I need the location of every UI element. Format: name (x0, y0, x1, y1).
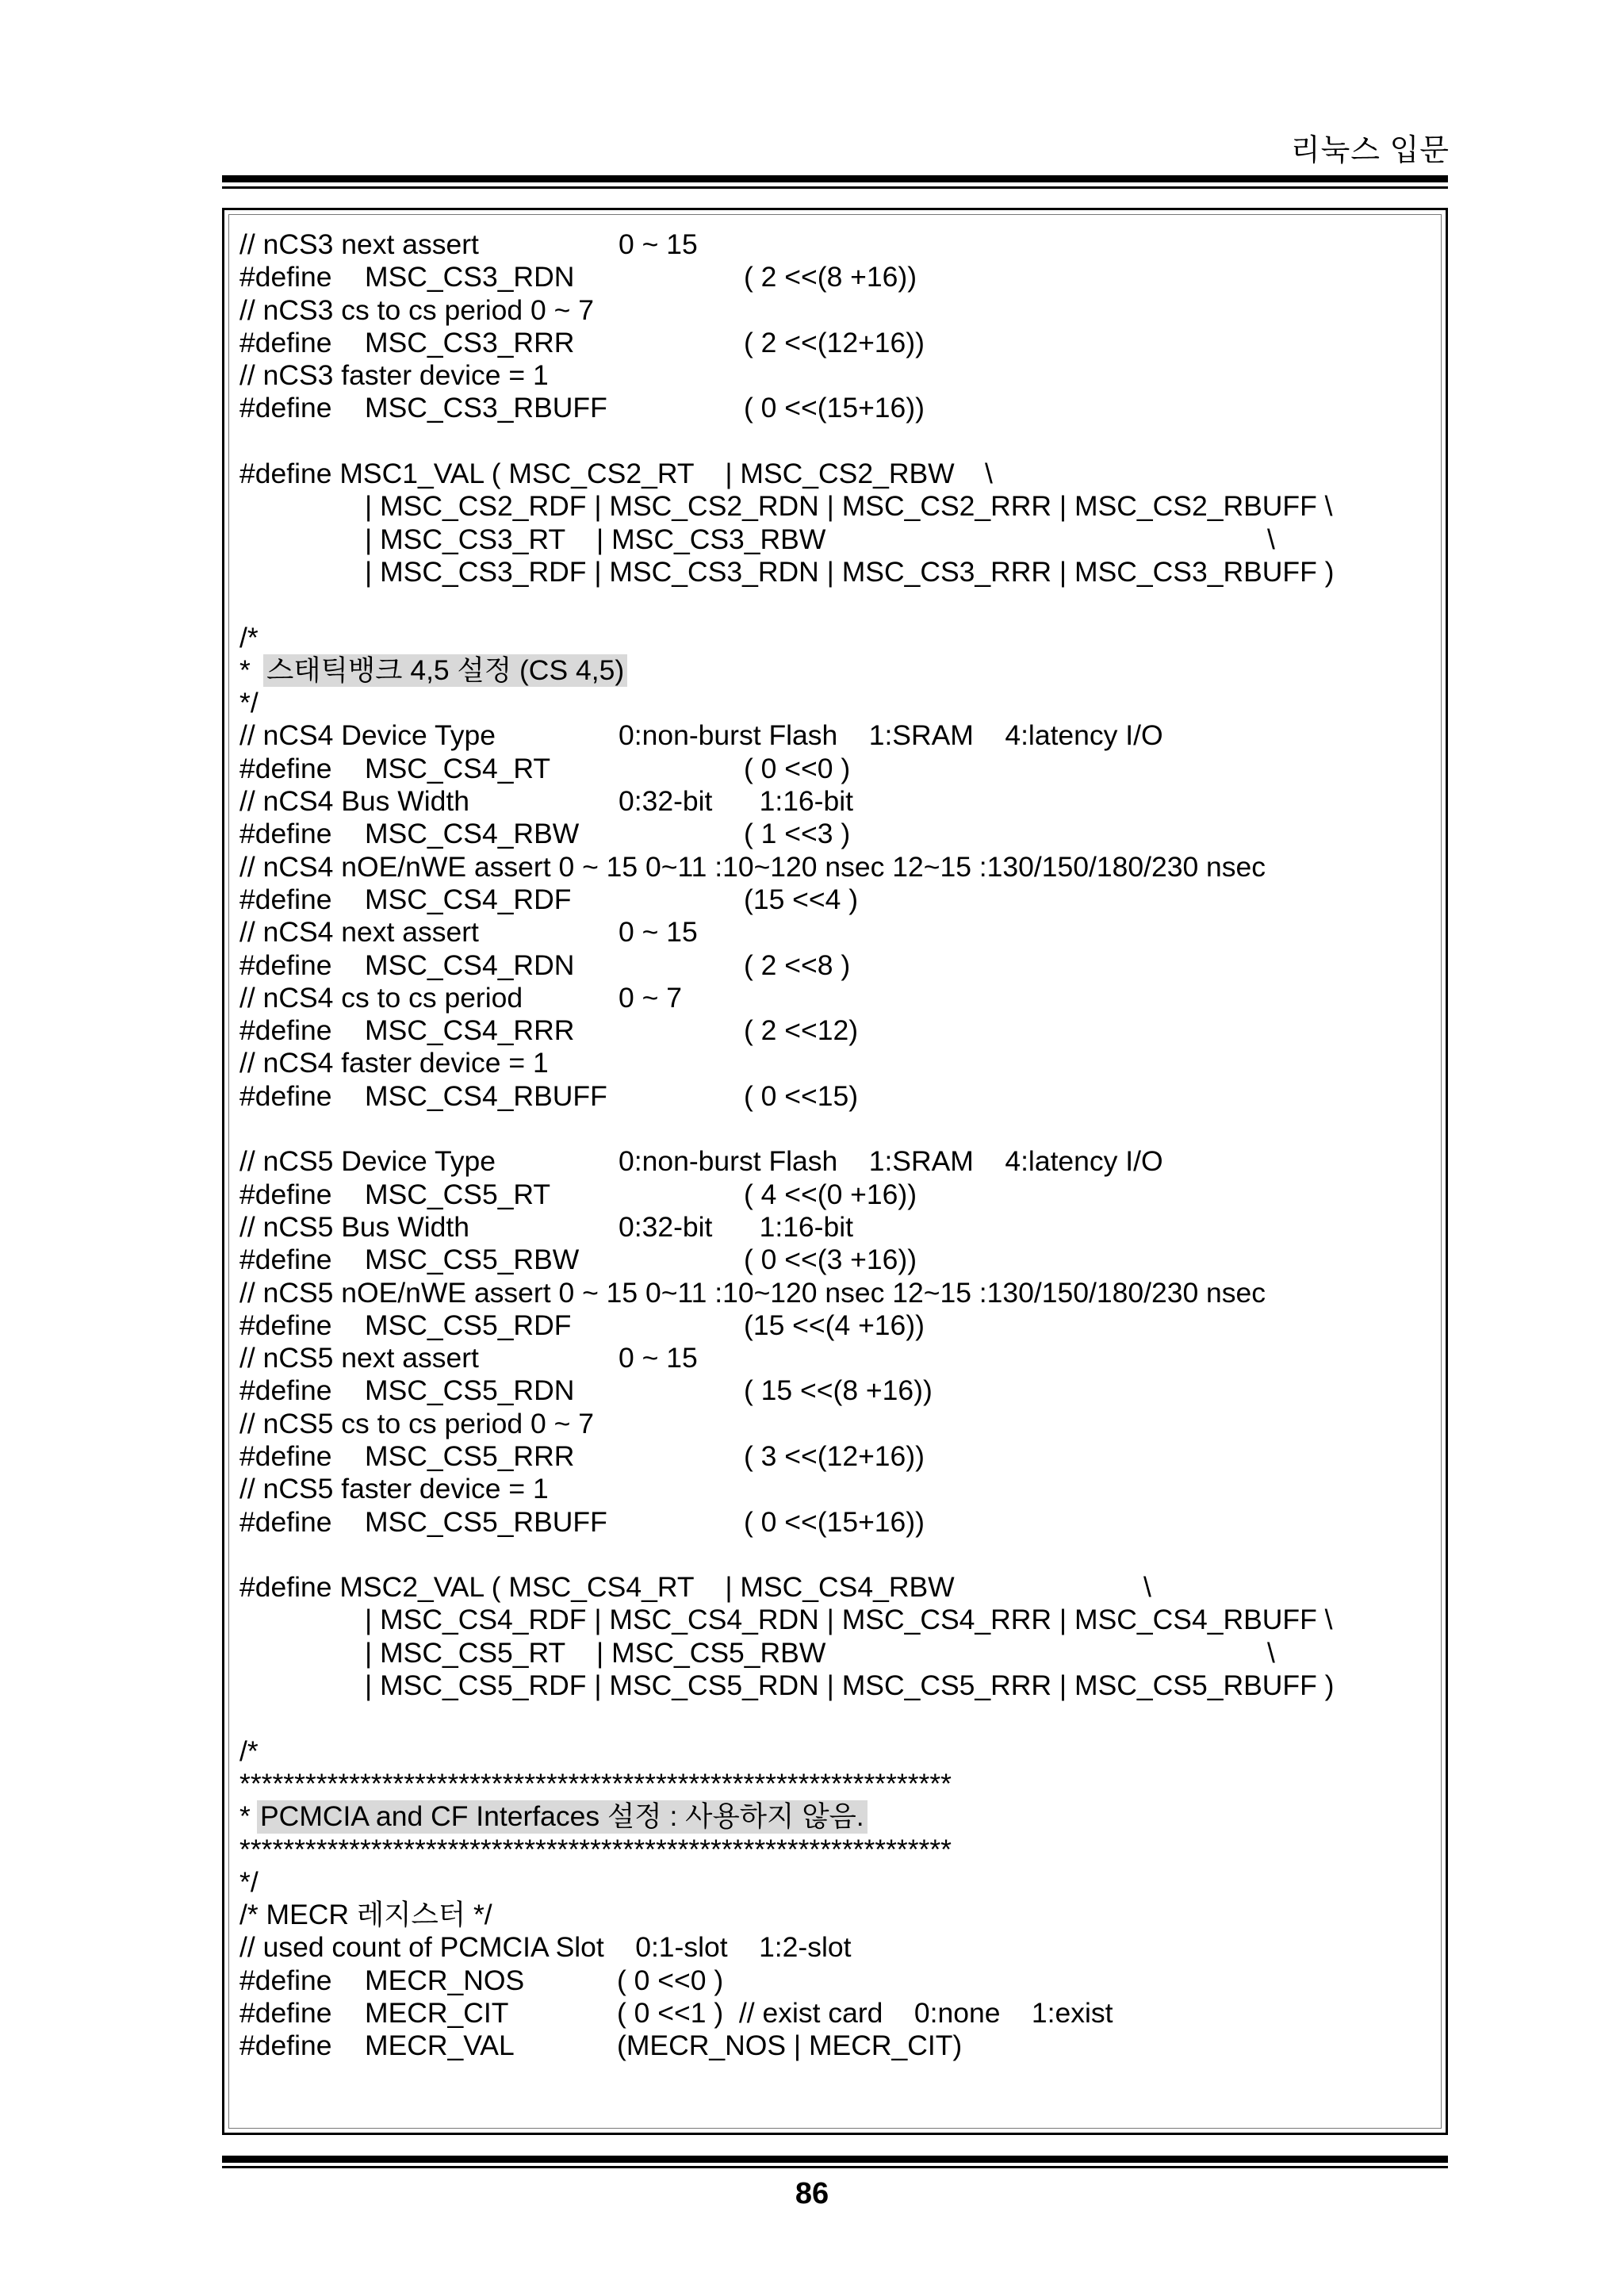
code-segment: #define (239, 949, 332, 981)
code-segment: | MSC_CS3_RT | MSC_CS3_RBW (365, 523, 826, 555)
code-line (239, 1997, 1429, 2030)
code-listing (239, 228, 1429, 2063)
code-segment: // nCS5 next assert (239, 1342, 479, 1374)
code-segment: /* (239, 621, 259, 654)
code-segment: #define (239, 1374, 332, 1407)
code-segment: // nCS4 Device Type (239, 719, 496, 752)
code-line (239, 1931, 1429, 1964)
code-segment: ( 0 <<(3 +16)) (744, 1244, 917, 1276)
code-segment: ( 2 <<(8 +16)) (744, 261, 917, 293)
code-segment: #define (239, 326, 332, 358)
code-segment: | MSC_CS4_RDF | MSC_CS4_RDN | MSC_CS4_RRR | MSC_CS4_RBUFF \ (365, 1604, 1333, 1636)
code-segment: #define (239, 392, 332, 424)
document-header-title: 리눅스 입문 (1290, 134, 1450, 167)
code-segment: ( 0 <<15) (744, 1079, 859, 1112)
code-line (239, 490, 1429, 523)
code-segment: #define (239, 883, 332, 915)
code-segment: \ (1143, 1571, 1151, 1604)
code-line (239, 556, 1429, 588)
code-segment: #define (239, 818, 332, 850)
code-segment: MSC_CS5_RDF (365, 1309, 572, 1341)
code-segment: ( 15 <<(8 +16)) (744, 1374, 933, 1407)
code-line (239, 1047, 1429, 1079)
code-segment: // nCS4 cs to cs period (239, 981, 523, 1014)
code-segment: #define (239, 1178, 332, 1210)
code-line (239, 982, 1429, 1014)
code-line (239, 392, 1429, 424)
code-segment: // nCS4 nOE/nWE assert 0 ~ 15 0~11 :10~120 nsec 12~15 :130/150/180/230 nsec (239, 850, 1266, 883)
code-segment: ***************************************************************** (239, 1833, 952, 1865)
code-line (239, 654, 1429, 687)
code-segment: \ (1267, 1636, 1275, 1669)
code-segment: (15 <<4 ) (744, 883, 859, 915)
code-segment: * (239, 1800, 251, 1833)
code-line (239, 523, 1429, 556)
code-segment: MSC_CS3_RBUFF (365, 392, 607, 424)
code-segment: ( 3 <<(12+16)) (744, 1439, 925, 1472)
code-segment: */ (239, 687, 259, 719)
code-line (239, 687, 1429, 719)
code-line (239, 1571, 1429, 1604)
code-segment: #define (239, 1505, 332, 1538)
footer-rule-thick (222, 2156, 1448, 2163)
code-segment: // nCS4 faster device = 1 (239, 1047, 549, 1079)
code-segment: MSC_CS4_RBUFF (365, 1079, 607, 1112)
code-line (239, 1309, 1429, 1342)
code-line (239, 753, 1429, 785)
code-line (239, 884, 1429, 916)
header-rule-thick (222, 175, 1448, 182)
code-line (239, 294, 1429, 327)
code-segment: MSC_CS4_RBW (365, 818, 580, 850)
code-line (239, 1637, 1429, 1669)
code-line (239, 949, 1429, 982)
header-rule-thin (222, 186, 1448, 189)
code-line (239, 1211, 1429, 1244)
code-segment: 스태틱뱅크 4,5 설정 (CS 4,5) (263, 654, 627, 687)
code-line (239, 1735, 1429, 1768)
code-segment: MECR_CIT (365, 1997, 509, 2030)
code-line (239, 1342, 1429, 1374)
code-segment: #define (239, 1997, 332, 2030)
code-segment: (MECR_NOS | MECR_CIT) (617, 2030, 963, 2062)
code-segment: #define (239, 1014, 332, 1047)
code-segment: #define (239, 1079, 332, 1112)
code-line (239, 327, 1429, 359)
code-segment: // nCS3 cs to cs period 0 ~ 7 (239, 293, 594, 326)
code-line (239, 1604, 1429, 1636)
code-line (239, 261, 1429, 293)
code-line (239, 1145, 1429, 1178)
code-segment: | MSC_CS2_RDF | MSC_CS2_RDN | MSC_CS2_RRR | MSC_CS2_RBUFF \ (365, 490, 1333, 523)
code-segment: // nCS5 cs to cs period 0 ~ 7 (239, 1407, 594, 1439)
code-line (239, 228, 1429, 261)
code-line (239, 818, 1429, 850)
code-segment: ( 0 <<1 ) // exist card 0:none 1:exist (617, 1997, 1113, 2030)
code-segment: 0 ~ 15 (619, 1342, 698, 1374)
code-segment: * (239, 654, 251, 686)
code-line (239, 1473, 1429, 1505)
code-line (239, 916, 1429, 949)
code-segment: 0 ~ 15 (619, 916, 698, 949)
code-segment: ( 1 <<3 ) (744, 818, 851, 850)
code-segment: ( 0 <<(15+16)) (744, 1505, 925, 1538)
code-segment: // nCS5 Bus Width (239, 1210, 470, 1243)
code-line (239, 1080, 1429, 1113)
blank-line (239, 1702, 1429, 1734)
code-segment: | MSC_CS5_RT | MSC_CS5_RBW (365, 1636, 826, 1669)
blank-line (239, 1113, 1429, 1145)
code-segment: MSC_CS5_RBUFF (365, 1505, 607, 1538)
code-line (239, 1834, 1429, 1866)
code-segment: */ (239, 1865, 259, 1898)
code-segment: ( 2 <<(12+16)) (744, 326, 925, 358)
code-segment: ( 4 <<(0 +16)) (744, 1178, 917, 1210)
code-segment: 0:32-bit 1:16-bit (619, 1210, 853, 1243)
code-line (239, 1408, 1429, 1440)
code-line (239, 851, 1429, 884)
page-number: 86 (795, 2177, 829, 2210)
code-segment: MSC_CS3_RDN (365, 261, 575, 293)
code-segment: MECR_NOS (365, 1964, 525, 1996)
code-line (239, 1669, 1429, 1702)
code-segment: #define (239, 1309, 332, 1341)
blank-line (239, 425, 1429, 458)
code-segment: #define (239, 1244, 332, 1276)
code-segment: ( 0 <<(15+16)) (744, 392, 925, 424)
code-line (239, 1014, 1429, 1047)
code-segment: \ (985, 458, 993, 490)
code-segment: ( 2 <<8 ) (744, 949, 851, 981)
code-segment: PCMCIA and CF Interfaces 설정 : 사용하지 않음. (257, 1800, 868, 1833)
code-segment: #define (239, 2030, 332, 2062)
code-line (239, 458, 1429, 490)
code-segment: MSC_CS5_RRR (365, 1439, 575, 1472)
blank-line (239, 588, 1429, 621)
code-line (239, 1899, 1429, 1931)
code-segment: 0:non-burst Flash 1:SRAM 4:latency I/O (619, 1145, 1163, 1178)
code-segment: \ (1267, 523, 1275, 555)
code-line (239, 719, 1429, 752)
code-line (239, 1277, 1429, 1309)
code-segment: | MSC_CS5_RDF | MSC_CS5_RDN | MSC_CS5_RRR | MSC_CS5_RBUFF ) (365, 1669, 1335, 1702)
code-segment: MSC_CS5_RT (365, 1178, 551, 1210)
code-segment: MSC_CS5_RDN (365, 1374, 575, 1407)
code-segment: | MSC_CS3_RDF | MSC_CS3_RDN | MSC_CS3_RRR | MSC_CS3_RBUFF ) (365, 555, 1335, 588)
code-segment: #define (239, 752, 332, 784)
code-line (239, 1440, 1429, 1473)
code-segment: #define (239, 1439, 332, 1472)
code-line (239, 1866, 1429, 1899)
code-segment: // nCS5 faster device = 1 (239, 1473, 549, 1505)
code-segment: /* (239, 1734, 259, 1767)
code-segment: /* MECR 레지스터 */ (239, 1899, 492, 1931)
code-segment: 0 ~ 7 (619, 981, 682, 1014)
code-segment: 0 ~ 15 (619, 228, 698, 260)
code-segment: // nCS5 nOE/nWE assert 0 ~ 15 0~11 :10~120 nsec 12~15 :130/150/180/230 nsec (239, 1276, 1266, 1309)
code-segment: MSC_CS4_RT (365, 752, 551, 784)
code-line (239, 1800, 1429, 1833)
code-line (239, 1506, 1429, 1539)
code-segment: #define (239, 261, 332, 293)
code-line (239, 785, 1429, 818)
code-line (239, 2030, 1429, 2062)
footer-rule-thin (222, 2166, 1448, 2168)
code-line (239, 1964, 1429, 1997)
code-segment: ( 2 <<12) (744, 1014, 859, 1047)
code-line (239, 622, 1429, 654)
code-segment: // nCS3 faster device = 1 (239, 359, 549, 392)
code-segment: ***************************************************************** (239, 1767, 952, 1800)
code-segment: MSC_CS3_RRR (365, 326, 575, 358)
code-segment: // used count of PCMCIA Slot 0:1-slot 1:2-slot (239, 1931, 852, 1964)
code-segment: // nCS3 next assert (239, 228, 479, 260)
code-line (239, 359, 1429, 392)
code-segment: 0:32-bit 1:16-bit (619, 785, 853, 818)
code-segment: MSC_CS4_RDF (365, 883, 572, 915)
code-line (239, 1179, 1429, 1211)
code-line (239, 1374, 1429, 1407)
code-segment: ( 0 <<0 ) (617, 1964, 724, 1996)
code-segment: 0:non-burst Flash 1:SRAM 4:latency I/O (619, 719, 1163, 752)
code-segment: // nCS4 next assert (239, 916, 479, 949)
code-segment: MSC_CS4_RRR (365, 1014, 575, 1047)
code-segment: MSC_CS4_RDN (365, 949, 575, 981)
code-segment: // nCS4 Bus Width (239, 785, 470, 818)
code-segment: (15 <<(4 +16)) (744, 1309, 925, 1341)
code-line (239, 1768, 1429, 1800)
code-line (239, 1244, 1429, 1276)
code-segment: MSC_CS5_RBW (365, 1244, 580, 1276)
code-segment: MECR_VAL (365, 2030, 515, 2062)
code-segment: ( 0 <<0 ) (744, 752, 851, 784)
code-segment: // nCS5 Device Type (239, 1145, 496, 1178)
code-segment: #define MSC1_VAL ( MSC_CS2_RT | MSC_CS2_RBW (239, 458, 955, 490)
code-segment: #define MSC2_VAL ( MSC_CS4_RT | MSC_CS4_RBW (239, 1571, 955, 1604)
code-segment: #define (239, 1964, 332, 1996)
blank-line (239, 1539, 1429, 1571)
